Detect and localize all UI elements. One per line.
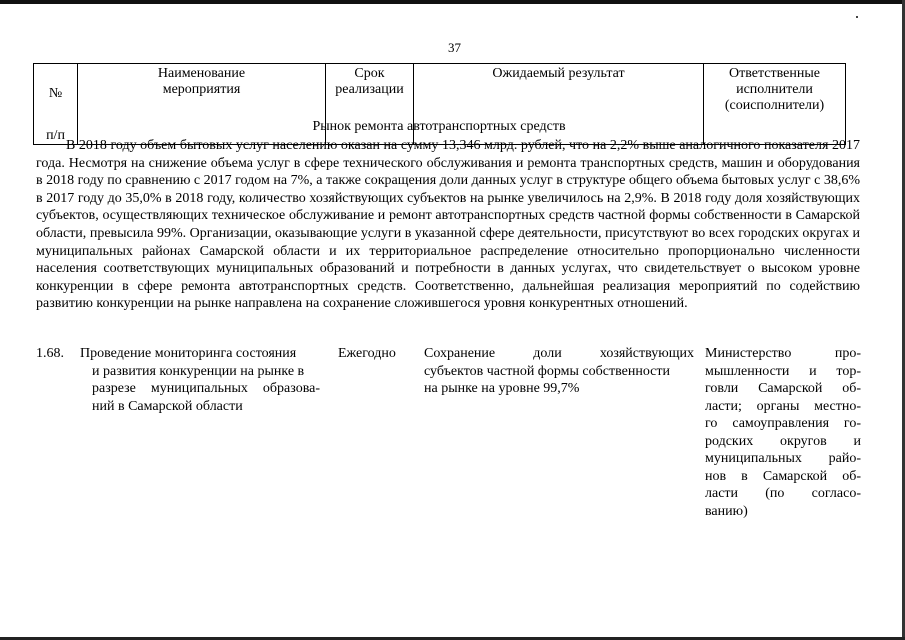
row-result-line: субъектов частной формы собственности bbox=[424, 363, 670, 379]
header-responsible-line: Ответственные bbox=[729, 66, 820, 81]
row-responsible-line: нов в Самарской об- bbox=[705, 468, 861, 484]
scan-border-top bbox=[0, 0, 905, 4]
row-responsible bbox=[705, 345, 861, 520]
header-number-line: № bbox=[48, 86, 63, 101]
header-name-line: Наименование bbox=[157, 66, 246, 81]
header-name-line: мероприятия bbox=[162, 82, 241, 97]
row-name-line: разрезе муниципальных образова- bbox=[92, 381, 320, 396]
header-responsible-line: (соисполнители) bbox=[724, 98, 825, 113]
header-responsible-line: исполнители bbox=[736, 82, 813, 97]
header-term-line: реализации bbox=[335, 82, 404, 97]
row-result bbox=[424, 345, 694, 398]
row-responsible-line: Министерство про- bbox=[705, 346, 861, 361]
row-result-line: на рынке на уровне 99,7% bbox=[424, 381, 580, 396]
section-title: Рынок ремонта автотранспортных средств bbox=[312, 119, 566, 134]
row-name bbox=[80, 345, 320, 415]
row-number: 1.68. bbox=[36, 346, 64, 361]
row-name-line: ний в Самарской области bbox=[92, 398, 243, 414]
row-responsible-line: го самоуправления го- bbox=[705, 416, 861, 431]
header-number-line: п/п bbox=[46, 128, 65, 143]
row-responsible-line: мышленности и тор- bbox=[705, 363, 861, 379]
row-responsible-line: ласти (по согласо- bbox=[705, 486, 861, 501]
row-responsible-line: муниципальных райо- bbox=[705, 451, 861, 466]
header-result-label: Ожидаемый результат bbox=[492, 66, 625, 81]
row-term: Ежегодно bbox=[338, 346, 396, 361]
header-term-line: Срок bbox=[354, 66, 385, 81]
row-result-line: Сохранение доли хозяйствующих bbox=[424, 346, 694, 361]
row-responsible-line: ласти; органы местно- bbox=[705, 398, 861, 414]
row-name-line: Проведение мониторинга состояния bbox=[80, 346, 297, 361]
row-responsible-line: ванию) bbox=[705, 503, 748, 519]
row-responsible-line: говли Самарской об- bbox=[705, 381, 861, 396]
page-number: 37 bbox=[448, 40, 461, 55]
section-paragraph: В 2018 году объем бытовых услуг населению оказан на сумму 13,346 млрд. рублей, что на 2,2% выше аналогичного показателя 2017 года. Несмотря на снижение объема услуг в сфере технического обслуживания и ремонта транспортных средств, машин и оборудования в 2018 году по сравнению с 2017 годом на 7%, а также сокращения доли данных услуг в структуре общего объема бытовых услуг с 38,6% в 2017 году до 35,0% в 2018 году, количество хозяйствующих субъектов на рынке увеличилось на 2,9%. В 2018 году доля хозяйствующих субъектов, осуществляющих техническое обслуживание и ремонт автотранспортных средств частной формы собственности в Самарской области, превысила 99%. Организации, оказывающие услуги в указанной сфере деятельности, присутствуют во всех городских округах и муниципальных районах Самарской области и их территориальное распределение относительно пропорционально численности населения соответствующих муниципальных образований и потребности в данных услугах, что свидетельствует о высоком уровне конкуренции в сфере ремонта автотранспортных средств. Соответственно, дальнейшая реализация мероприятий по содействию развитию конкуренции на рынке направлена на сохранение сложившегося уровня конкурентных отношений. bbox=[36, 138, 860, 312]
scan-speck bbox=[856, 16, 858, 18]
row-name-line: и развития конкуренции на рынке в bbox=[92, 363, 305, 379]
row-responsible-line: родских округов и bbox=[705, 433, 861, 449]
